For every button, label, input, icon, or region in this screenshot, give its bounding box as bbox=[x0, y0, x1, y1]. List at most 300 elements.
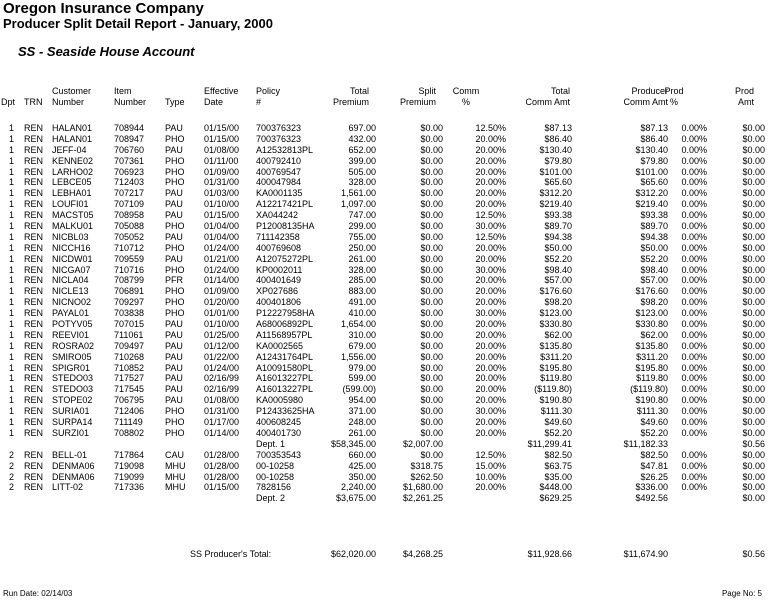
cell-prod-pct: 0.00% bbox=[681, 427, 707, 438]
cell-customer: KENNE02 bbox=[52, 155, 94, 166]
cell-producer-comm: $89.70 bbox=[640, 221, 668, 232]
cell-split-premium: $0.00 bbox=[420, 123, 443, 133]
cell-policy: 711142358 bbox=[256, 231, 300, 242]
cell-split-premium: $1,680.00 bbox=[402, 482, 443, 493]
cell-dpt: 1 bbox=[8, 166, 14, 177]
cell-trn: REN bbox=[24, 297, 44, 308]
cell-total-premium: 660.00 bbox=[348, 449, 376, 460]
cell-customer: SMIRO05 bbox=[52, 351, 92, 362]
cell-total-premium: 425.00 bbox=[348, 460, 376, 471]
cell-prod-pct: 0.00% bbox=[681, 406, 707, 417]
table-row bbox=[0, 341, 769, 352]
cell-comm-pct: 12.50% bbox=[475, 123, 506, 133]
cell-total-comm: $82.50 bbox=[544, 449, 572, 460]
cell-producer-comm: $65.60 bbox=[640, 177, 668, 188]
header-comm-pct: Comm % bbox=[452, 86, 480, 107]
cell-prod-amt: $0.00 bbox=[742, 395, 765, 406]
cell-comm-pct: 30.00% bbox=[475, 406, 506, 417]
cell-prod-pct: 0.00% bbox=[681, 253, 707, 264]
cell-comm-pct: 20.00% bbox=[475, 275, 506, 286]
cell-customer: DENMA06 bbox=[52, 460, 95, 471]
cell-customer: NICDW01 bbox=[52, 253, 93, 264]
cell-total-comm: $330.80 bbox=[539, 319, 572, 330]
cell-effective-date: 01/09/00 bbox=[204, 286, 240, 297]
cell-policy: 400047984 bbox=[256, 177, 302, 188]
cell-effective-date: 01/11/00 bbox=[204, 155, 239, 166]
cell-comm-pct: 20.00% bbox=[475, 144, 506, 155]
cell-prod-amt: $0.00 bbox=[742, 427, 765, 438]
cell-item: 705052 bbox=[114, 231, 145, 242]
cell-prod-pct: 0.00% bbox=[681, 482, 707, 493]
cell-dpt: 1 bbox=[8, 286, 14, 297]
cell-type: PHO bbox=[165, 308, 185, 319]
cell-policy: KA0001135 bbox=[256, 188, 303, 199]
cell-prod-pct: 0.00% bbox=[681, 144, 707, 155]
cell-prod-amt: $0.00 bbox=[742, 188, 765, 199]
cell-policy: 400608245 bbox=[256, 417, 302, 428]
cell-effective-date: 01/24/00 bbox=[204, 264, 240, 275]
cell-split-premium: $0.00 bbox=[420, 351, 443, 362]
cell-trn: REN bbox=[24, 340, 44, 351]
subtotal-total-comm: $11,299.41 bbox=[527, 438, 572, 449]
cell-total-premium: 697.00 bbox=[348, 123, 376, 133]
cell-effective-date: 01/04/00 bbox=[204, 231, 240, 242]
cell-effective-date: 01/14/00 bbox=[204, 427, 240, 438]
cell-producer-comm: $330.80 bbox=[635, 319, 668, 330]
cell-customer: NICBL03 bbox=[52, 231, 89, 242]
header-customer: Customer Number bbox=[52, 86, 92, 107]
cell-producer-comm: $98.20 bbox=[640, 297, 668, 308]
cell-type: PAU bbox=[165, 210, 183, 221]
cell-comm-pct: 15.00% bbox=[475, 460, 506, 471]
cell-policy: KA0005980 bbox=[256, 395, 304, 406]
cell-type: PAU bbox=[165, 362, 183, 373]
cell-dpt: 1 bbox=[8, 319, 14, 330]
cell-type: PHO bbox=[165, 221, 185, 232]
cell-total-premium: 350.00 bbox=[348, 471, 376, 482]
cell-producer-comm: $111.30 bbox=[636, 406, 668, 417]
cell-split-premium: $0.00 bbox=[420, 231, 443, 242]
cell-dpt: 2 bbox=[8, 482, 14, 493]
table-row bbox=[0, 167, 769, 178]
subtotal-label: Dept. 2 bbox=[256, 493, 286, 504]
cell-effective-date: 01/24/00 bbox=[204, 362, 240, 373]
cell-total-premium: 505.00 bbox=[348, 166, 376, 177]
cell-split-premium: $0.00 bbox=[420, 384, 443, 395]
cell-comm-pct: 12.50% bbox=[475, 210, 506, 221]
cell-customer: REEVI01 bbox=[52, 329, 90, 340]
cell-dpt: 1 bbox=[8, 297, 14, 308]
table-row bbox=[0, 319, 769, 330]
cell-type: MHU bbox=[165, 482, 186, 493]
cell-total-comm: $111.30 bbox=[540, 406, 572, 417]
cell-producer-comm: $50.00 bbox=[640, 242, 668, 253]
cell-comm-pct: 20.00% bbox=[475, 329, 506, 340]
cell-total-comm: $176.60 bbox=[539, 286, 572, 297]
cell-total-premium: 1,556.00 bbox=[340, 351, 376, 362]
account-heading: SS - Seaside House Account bbox=[18, 44, 195, 59]
cell-dpt: 1 bbox=[8, 373, 14, 384]
cell-trn: REN bbox=[24, 221, 44, 232]
table-row bbox=[0, 406, 769, 417]
cell-dpt: 1 bbox=[8, 253, 14, 264]
cell-trn: REN bbox=[24, 253, 44, 264]
table-row bbox=[0, 384, 769, 395]
cell-split-premium: $0.00 bbox=[420, 362, 443, 373]
cell-policy: 00-10258 bbox=[256, 471, 295, 482]
cell-type: PAU bbox=[165, 319, 183, 330]
cell-item: 711061 bbox=[114, 329, 144, 340]
cell-prod-pct: 0.00% bbox=[681, 210, 707, 221]
cell-prod-pct: 0.00% bbox=[681, 319, 707, 330]
cell-prod-amt: $0.00 bbox=[742, 406, 765, 417]
cell-customer: HALAN01 bbox=[52, 133, 93, 144]
table-row bbox=[0, 221, 769, 232]
cell-item: 706795 bbox=[114, 395, 145, 406]
cell-prod-amt: $0.00 bbox=[742, 133, 765, 144]
report-rows bbox=[0, 123, 769, 504]
cell-prod-amt: $0.00 bbox=[742, 242, 765, 253]
cell-total-comm: $86.40 bbox=[544, 133, 572, 144]
cell-prod-amt: $0.00 bbox=[742, 449, 765, 460]
cell-customer: LEBHA01 bbox=[52, 188, 92, 199]
cell-total-premium: 1,654.00 bbox=[340, 319, 376, 330]
cell-total-comm: $57.00 bbox=[544, 275, 572, 286]
cell-total-premium: 652.00 bbox=[348, 144, 376, 155]
cell-policy: A12532813PL bbox=[256, 144, 314, 155]
run-date: Run Date: 02/14/03 bbox=[3, 589, 73, 598]
cell-split-premium: $0.00 bbox=[420, 319, 443, 330]
cell-policy: A12217421PL bbox=[256, 199, 314, 210]
cell-split-premium: $0.00 bbox=[420, 166, 443, 177]
cell-customer: HALAN01 bbox=[52, 123, 93, 133]
grand-total-comm: $11,928.66 bbox=[527, 549, 572, 559]
cell-effective-date: 01/15/00 bbox=[204, 210, 240, 221]
cell-producer-comm: ($119.80) bbox=[630, 384, 668, 395]
cell-effective-date: 01/08/00 bbox=[204, 144, 240, 155]
table-row bbox=[0, 199, 769, 210]
cell-split-premium: $0.00 bbox=[420, 242, 443, 253]
cell-type: PAU bbox=[165, 199, 183, 210]
cell-dpt: 1 bbox=[8, 427, 14, 438]
cell-type: PAU bbox=[165, 144, 183, 155]
cell-trn: REN bbox=[24, 144, 44, 155]
cell-prod-pct: 0.00% bbox=[681, 384, 707, 395]
cell-prod-amt: $0.00 bbox=[742, 351, 765, 362]
subtotal-total-premium: $58,345.00 bbox=[330, 438, 376, 449]
cell-total-comm: $52.20 bbox=[544, 253, 572, 264]
cell-dpt: 1 bbox=[8, 221, 14, 232]
cell-customer: SURPA14 bbox=[52, 417, 93, 428]
cell-policy: A16013227PL bbox=[256, 384, 314, 395]
table-row bbox=[0, 188, 769, 199]
cell-customer: SURZI01 bbox=[52, 427, 90, 438]
cell-prod-amt: $0.00 bbox=[742, 329, 765, 340]
cell-comm-pct: 30.00% bbox=[475, 308, 506, 319]
cell-total-premium: 755.00 bbox=[348, 231, 376, 242]
cell-effective-date: 01/28/00 bbox=[204, 471, 240, 482]
cell-item: 712406 bbox=[114, 406, 145, 417]
cell-type: CAU bbox=[165, 449, 185, 460]
cell-split-premium: $262.50 bbox=[410, 471, 443, 482]
cell-comm-pct: 20.00% bbox=[475, 133, 506, 144]
cell-customer: LEBCE05 bbox=[52, 177, 92, 188]
cell-total-premium: 399.00 bbox=[348, 155, 376, 166]
cell-split-premium: $0.00 bbox=[420, 427, 443, 438]
cell-total-comm: $101.00 bbox=[539, 166, 572, 177]
cell-prod-pct: 0.00% bbox=[681, 471, 707, 482]
cell-prod-amt: $0.00 bbox=[742, 253, 765, 264]
cell-item: 717864 bbox=[114, 449, 145, 460]
header-prod-pct: Prod % bbox=[664, 86, 684, 107]
cell-prod-pct: 0.00% bbox=[681, 275, 707, 286]
cell-item: 707361 bbox=[114, 155, 145, 166]
cell-split-premium: $0.00 bbox=[420, 144, 443, 155]
cell-dpt: 1 bbox=[8, 133, 14, 144]
cell-total-comm: $65.60 bbox=[544, 177, 572, 188]
cell-item: 708958 bbox=[114, 210, 145, 221]
cell-policy: 7828156 bbox=[256, 482, 292, 493]
cell-effective-date: 01/09/00 bbox=[204, 166, 240, 177]
cell-type: MHU bbox=[165, 460, 186, 471]
cell-comm-pct: 20.00% bbox=[475, 297, 506, 308]
report-title: Producer Split Detail Report - January, 2000 bbox=[3, 16, 273, 31]
cell-customer: STOPE02 bbox=[52, 395, 93, 406]
cell-item: 706760 bbox=[114, 144, 145, 155]
table-row bbox=[0, 156, 769, 167]
cell-policy: A10091580PL bbox=[256, 362, 314, 373]
cell-comm-pct: 20.00% bbox=[475, 166, 506, 177]
cell-total-premium: 599.00 bbox=[348, 373, 376, 384]
cell-trn: REN bbox=[24, 362, 44, 373]
cell-effective-date: 01/22/00 bbox=[204, 351, 240, 362]
cell-dpt: 1 bbox=[8, 395, 14, 406]
table-row bbox=[0, 482, 769, 493]
subtotal-total-comm: $629.25 bbox=[539, 493, 572, 504]
cell-trn: REN bbox=[24, 482, 44, 493]
cell-customer: STEDO03 bbox=[52, 373, 94, 384]
cell-effective-date: 01/24/00 bbox=[204, 242, 240, 253]
cell-customer: BELL-01 bbox=[52, 449, 88, 460]
cell-customer: MALKU01 bbox=[52, 221, 94, 232]
cell-split-premium: $0.00 bbox=[420, 275, 443, 286]
cell-prod-amt: $0.00 bbox=[742, 340, 765, 351]
subtotal-producer-comm: $11,182.33 bbox=[623, 438, 668, 449]
table-row bbox=[0, 134, 769, 145]
cell-trn: REN bbox=[24, 395, 44, 406]
cell-type: PHO bbox=[165, 297, 185, 308]
cell-split-premium: $0.00 bbox=[420, 133, 443, 144]
table-row bbox=[0, 461, 769, 472]
cell-total-premium: 328.00 bbox=[348, 264, 376, 275]
table-row bbox=[0, 373, 769, 384]
cell-prod-pct: 0.00% bbox=[681, 308, 707, 319]
table-row bbox=[0, 177, 769, 188]
header-prod-amt: Prod Amt bbox=[734, 86, 754, 107]
cell-total-premium: 679.00 bbox=[348, 340, 376, 351]
cell-dpt: 1 bbox=[8, 199, 14, 210]
cell-trn: REN bbox=[24, 275, 44, 286]
cell-total-comm: $98.40 bbox=[544, 264, 572, 275]
cell-total-comm: $93.38 bbox=[544, 210, 572, 221]
cell-item: 707217 bbox=[114, 188, 145, 199]
cell-effective-date: 01/25/00 bbox=[204, 329, 240, 340]
cell-prod-amt: $0.00 bbox=[742, 384, 765, 395]
cell-prod-pct: 0.00% bbox=[681, 286, 707, 297]
cell-comm-pct: 30.00% bbox=[475, 264, 506, 275]
cell-policy: A68006892PL bbox=[256, 319, 314, 330]
cell-effective-date: 01/04/00 bbox=[204, 221, 240, 232]
cell-comm-pct: 20.00% bbox=[475, 319, 506, 330]
table-row bbox=[0, 395, 769, 406]
grand-total-row bbox=[0, 549, 769, 561]
header-split-premium: Split Premium bbox=[399, 86, 436, 107]
cell-effective-date: 01/14/00 bbox=[204, 275, 240, 286]
cell-split-premium: $0.00 bbox=[420, 297, 443, 308]
cell-trn: REN bbox=[24, 417, 44, 428]
cell-dpt: 1 bbox=[8, 384, 14, 395]
cell-trn: REN bbox=[24, 210, 44, 221]
cell-prod-pct: 0.00% bbox=[681, 188, 707, 199]
cell-item: 719099 bbox=[114, 471, 145, 482]
cell-total-comm: $89.70 bbox=[544, 221, 572, 232]
cell-total-comm: $63.75 bbox=[544, 460, 572, 471]
cell-effective-date: 01/31/00 bbox=[204, 177, 240, 188]
cell-effective-date: 01/01/00 bbox=[204, 308, 240, 319]
cell-comm-pct: 20.00% bbox=[475, 362, 506, 373]
cell-prod-pct: 0.00% bbox=[681, 242, 707, 253]
cell-prod-pct: 0.00% bbox=[681, 264, 707, 275]
cell-split-premium: $0.00 bbox=[420, 449, 443, 460]
cell-prod-amt: $0.00 bbox=[742, 482, 765, 493]
cell-customer: LITT-02 bbox=[52, 482, 84, 493]
cell-item: 710716 bbox=[114, 264, 145, 275]
cell-policy: P12433625HA bbox=[256, 406, 315, 417]
cell-effective-date: 01/28/00 bbox=[204, 460, 240, 471]
cell-effective-date: 01/10/00 bbox=[204, 319, 240, 330]
cell-trn: REN bbox=[24, 133, 44, 144]
cell-item: 707109 bbox=[114, 199, 145, 210]
cell-split-premium: $0.00 bbox=[420, 188, 443, 199]
table-row bbox=[0, 308, 769, 319]
cell-item: 707015 bbox=[114, 319, 145, 330]
cell-prod-amt: $0.00 bbox=[742, 362, 765, 373]
cell-type: PHO bbox=[165, 417, 185, 428]
cell-producer-comm: $57.00 bbox=[640, 275, 668, 286]
cell-effective-date: 01/17/00 bbox=[204, 417, 240, 428]
cell-producer-comm: $93.38 bbox=[640, 210, 668, 221]
cell-dpt: 1 bbox=[8, 210, 14, 221]
cell-policy: 00-10258 bbox=[256, 460, 295, 471]
cell-item: 705088 bbox=[114, 221, 145, 232]
cell-producer-comm: $94.38 bbox=[640, 231, 668, 242]
cell-policy: KP0002011 bbox=[256, 264, 303, 275]
cell-comm-pct: 20.00% bbox=[475, 155, 506, 166]
table-row bbox=[0, 450, 769, 461]
cell-type: PAU bbox=[165, 351, 183, 362]
table-row bbox=[0, 254, 769, 265]
cell-trn: REN bbox=[24, 471, 44, 482]
cell-trn: REN bbox=[24, 308, 44, 319]
cell-policy: 400401649 bbox=[256, 275, 302, 286]
cell-policy: 700376323 bbox=[256, 133, 302, 144]
cell-type: PHO bbox=[165, 264, 185, 275]
cell-dpt: 1 bbox=[8, 329, 14, 340]
cell-trn: REN bbox=[24, 188, 44, 199]
cell-policy: 400769547 bbox=[256, 166, 302, 177]
cell-producer-comm: $98.40 bbox=[640, 264, 668, 275]
cell-type: PHO bbox=[165, 286, 185, 297]
cell-total-premium: 883.00 bbox=[348, 286, 376, 297]
column-header-row bbox=[0, 86, 769, 110]
cell-item: 717545 bbox=[114, 384, 145, 395]
cell-total-premium: 491.00 bbox=[348, 297, 376, 308]
cell-prod-pct: 0.00% bbox=[681, 231, 707, 242]
cell-customer: LARHO02 bbox=[52, 166, 94, 177]
cell-type: PHO bbox=[165, 242, 185, 253]
cell-trn: REN bbox=[24, 427, 44, 438]
page-number: Page No: 5 bbox=[721, 589, 762, 598]
cell-comm-pct: 12.50% bbox=[475, 449, 506, 460]
cell-split-premium: $0.00 bbox=[420, 155, 443, 166]
cell-type: PFR bbox=[165, 275, 183, 286]
table-row bbox=[0, 352, 769, 363]
cell-policy: 400792410 bbox=[256, 155, 302, 166]
cell-comm-pct: 20.00% bbox=[475, 188, 506, 199]
cell-dpt: 1 bbox=[8, 123, 14, 133]
cell-effective-date: 01/12/00 bbox=[204, 340, 240, 351]
cell-trn: REN bbox=[24, 166, 44, 177]
table-row bbox=[0, 417, 769, 428]
cell-policy: P12227958HA bbox=[256, 308, 315, 319]
cell-comm-pct: 20.00% bbox=[475, 199, 506, 210]
subtotal-producer-comm: $492.56 bbox=[635, 493, 668, 504]
cell-total-premium: (599.00) bbox=[342, 384, 376, 395]
cell-prod-pct: 0.00% bbox=[681, 177, 707, 188]
cell-dpt: 1 bbox=[8, 351, 14, 362]
cell-customer: SURIA01 bbox=[52, 406, 90, 417]
cell-producer-comm: $130.40 bbox=[635, 144, 668, 155]
cell-total-comm: $312.20 bbox=[539, 188, 572, 199]
cell-producer-comm: $62.00 bbox=[640, 329, 668, 340]
subtotal-row bbox=[0, 493, 769, 504]
cell-effective-date: 01/15/00 bbox=[204, 133, 240, 144]
cell-effective-date: 01/08/00 bbox=[204, 395, 240, 406]
cell-producer-comm: $52.20 bbox=[640, 427, 668, 438]
cell-comm-pct: 20.00% bbox=[475, 427, 506, 438]
cell-type: MHU bbox=[165, 471, 186, 482]
cell-item: 709497 bbox=[114, 340, 145, 351]
cell-policy: KA0002565 bbox=[256, 340, 304, 351]
cell-producer-comm: $123.00 bbox=[635, 308, 668, 319]
cell-trn: REN bbox=[24, 319, 44, 330]
cell-dpt: 2 bbox=[8, 449, 14, 460]
cell-prod-pct: 0.00% bbox=[681, 297, 707, 308]
cell-trn: REN bbox=[24, 199, 44, 210]
cell-producer-comm: $86.40 bbox=[640, 133, 668, 144]
cell-effective-date: 02/16/99 bbox=[204, 384, 240, 395]
cell-item: 708944 bbox=[114, 123, 145, 133]
cell-type: PAU bbox=[165, 123, 183, 133]
cell-type: PHO bbox=[165, 155, 185, 166]
cell-total-premium: 979.00 bbox=[348, 362, 376, 373]
cell-split-premium: $0.00 bbox=[420, 199, 443, 210]
cell-comm-pct: 30.00% bbox=[475, 221, 506, 232]
cell-prod-amt: $0.00 bbox=[742, 144, 765, 155]
cell-split-premium: $0.00 bbox=[420, 329, 443, 340]
cell-policy: A12075272PL bbox=[256, 253, 314, 264]
subtotal-split-premium: $2,261.25 bbox=[402, 493, 443, 504]
